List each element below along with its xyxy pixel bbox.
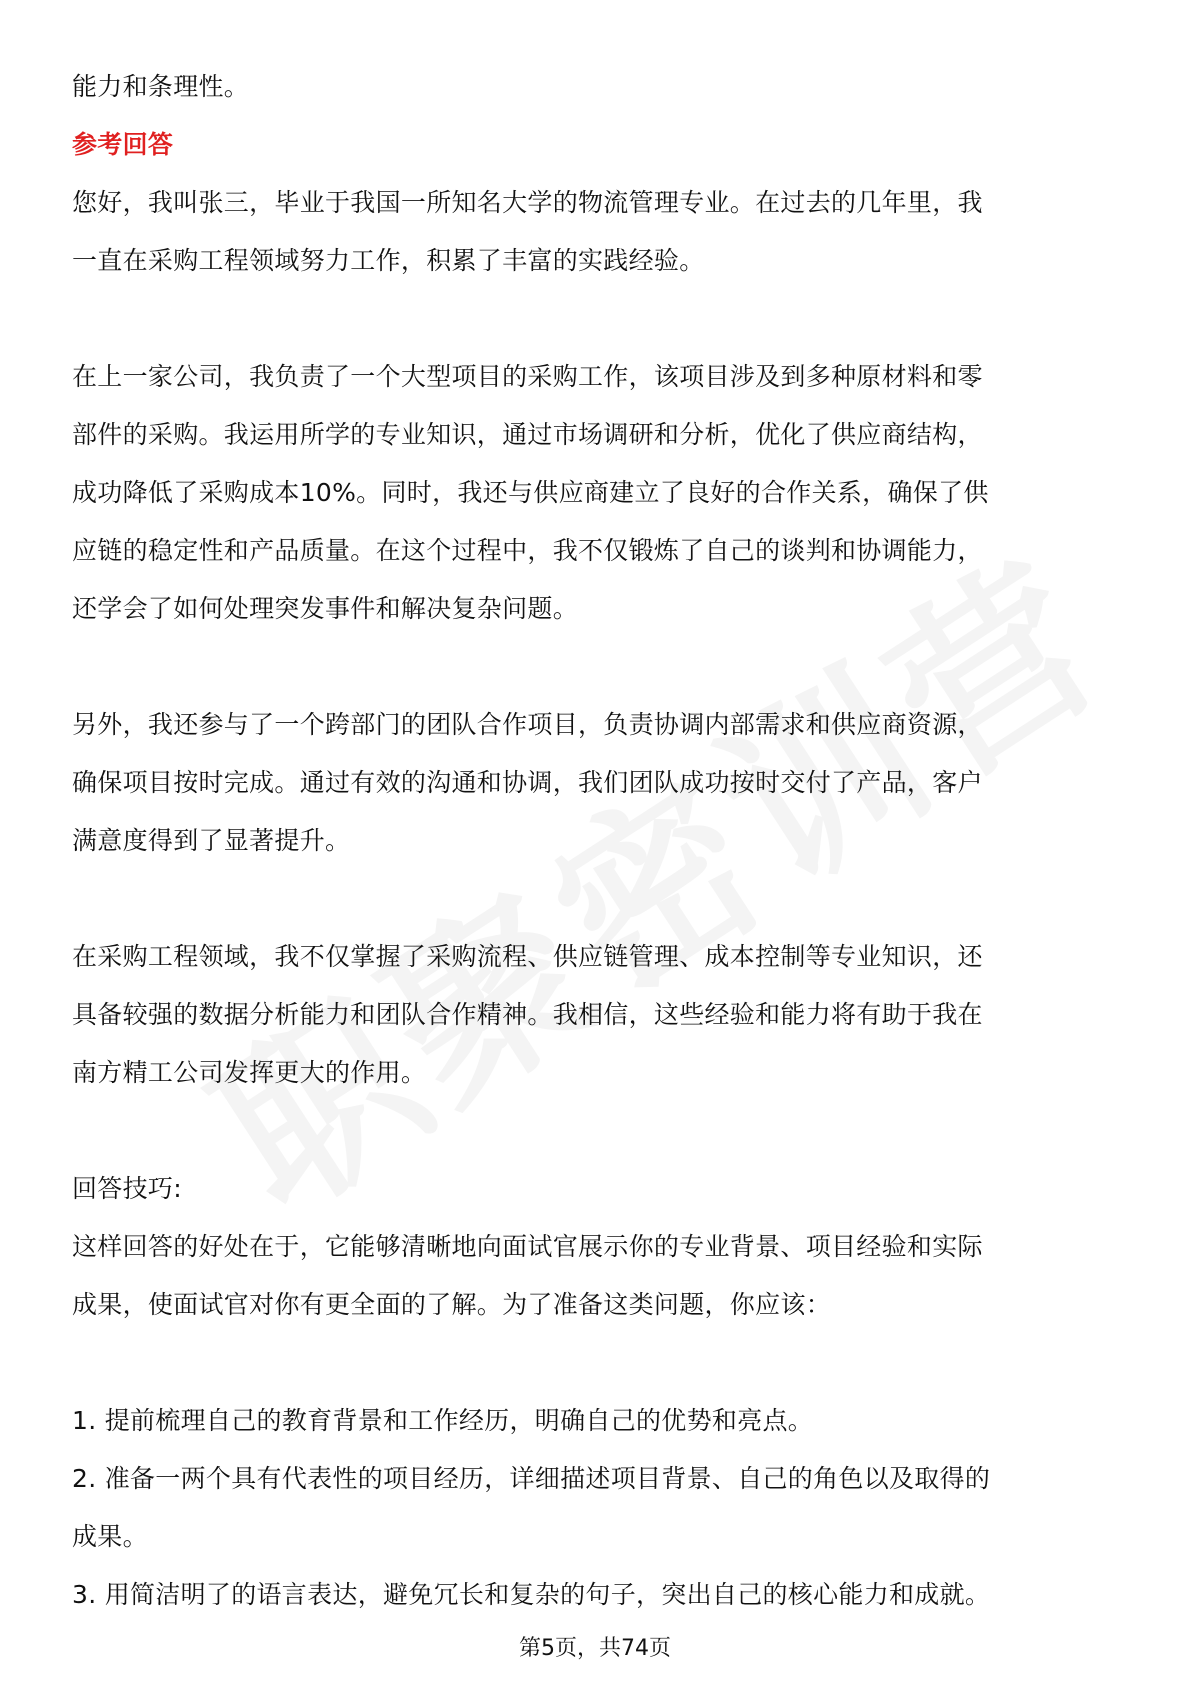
paragraph-gap xyxy=(72,1334,1120,1392)
answer-paragraph-4 xyxy=(72,928,1120,1102)
text-line: 成功降低了采购成本10%。同时，我还与供应商建立了良好的合作关系，确保了供 xyxy=(72,478,989,507)
paragraph-gap xyxy=(72,638,1120,696)
answer-paragraph-1 xyxy=(72,174,1120,290)
text-line: 在上一家公司，我负责了一个大型项目的采购工作，该项目涉及到多种原材料和零 xyxy=(72,362,983,391)
paragraph-gap xyxy=(72,290,1120,348)
paragraph-gap xyxy=(72,870,1120,928)
list-item: 2. 准备一两个具有代表性的项目经历，详细描述项目背景、自己的角色以及取得的 xyxy=(72,1464,991,1493)
text-line: 部件的采购。我运用所学的专业知识，通过市场调研和分析，优化了供应商结构， xyxy=(72,420,983,449)
text-line: 满意度得到了显著提升。 xyxy=(72,826,351,855)
text-line: 南方精工公司发挥更大的作用。 xyxy=(72,1058,427,1087)
text-line: 确保项目按时完成。通过有效的沟通和协调，我们团队成功按时交付了产品，客户 xyxy=(72,768,983,797)
tips-list xyxy=(72,1392,1120,1624)
answer-paragraph-3 xyxy=(72,696,1120,870)
answer-paragraph-2 xyxy=(72,348,1120,638)
intro-tail: 能力和条理性。 xyxy=(72,72,250,101)
list-item: 1. 提前梳理自己的教育背景和工作经历，明确自己的优势和亮点。 xyxy=(72,1406,814,1435)
tips-intro xyxy=(72,1218,1120,1334)
paragraph-gap xyxy=(72,1102,1120,1160)
text-line: 成果，使面试官对你有更全面的了解。为了准备这类问题，你应该： xyxy=(72,1290,832,1319)
list-item: 3. 用简洁明了的语言表达，避免冗长和复杂的句子，突出自己的核心能力和成就。 xyxy=(72,1580,991,1609)
text-line: 还学会了如何处理突发事件和解决复杂问题。 xyxy=(72,594,579,623)
answer-heading: 参考回答 xyxy=(72,130,174,159)
text-line: 另外，我还参与了一个跨部门的团队合作项目，负责协调内部需求和供应商资源， xyxy=(72,710,983,739)
page-number: 第5页，共74页 xyxy=(519,1636,671,1661)
text-line: 具备较强的数据分析能力和团队合作精神。我相信，这些经验和能力将有助于我在 xyxy=(72,1000,983,1029)
text-line: 应链的稳定性和产品质量。在这个过程中，我不仅锻炼了自己的谈判和协调能力， xyxy=(72,536,983,565)
tips-heading: 回答技巧: xyxy=(72,1174,182,1203)
document-body xyxy=(72,58,1120,1624)
list-item-continuation: 成果。 xyxy=(72,1522,148,1551)
text-line: 一直在采购工程领域努力工作，积累了丰富的实践经验。 xyxy=(72,246,705,275)
text-line: 您好，我叫张三，毕业于我国一所知名大学的物流管理专业。在过去的几年里，我 xyxy=(72,188,983,217)
text-line: 在采购工程领域，我不仅掌握了采购流程、供应链管理、成本控制等专业知识，还 xyxy=(72,942,983,971)
text-line: 这样回答的好处在于，它能够清晰地向面试官展示你的专业背景、项目经验和实际 xyxy=(72,1232,983,1261)
